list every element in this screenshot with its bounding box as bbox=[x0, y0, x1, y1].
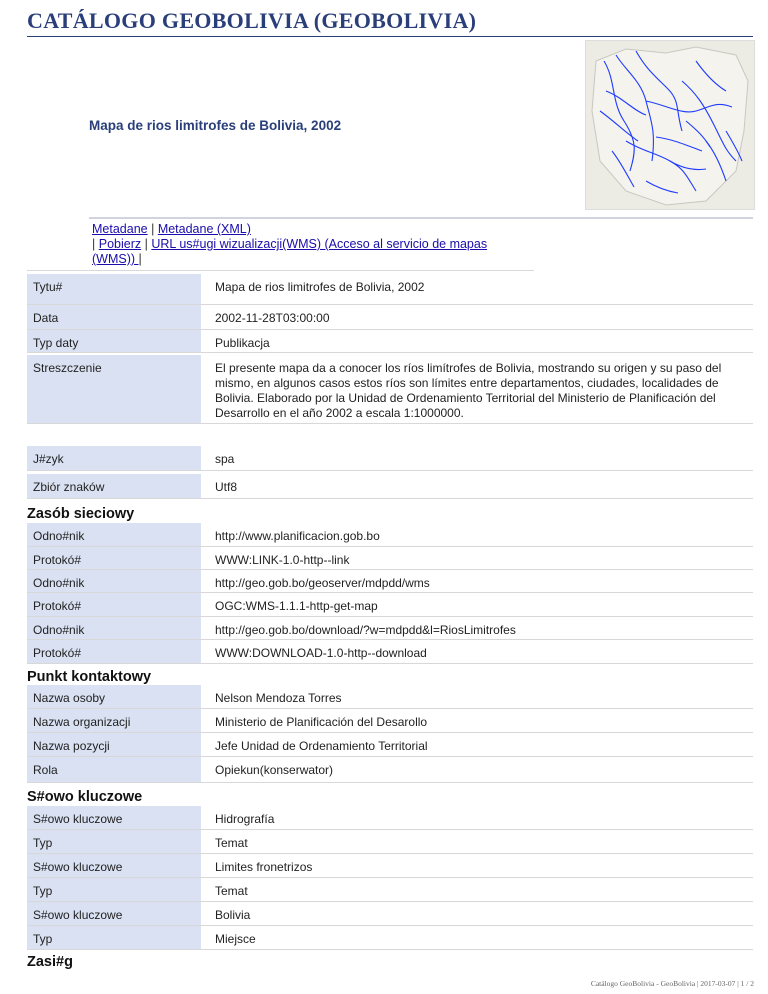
page-footer: Catálogo GeoBolivia - GeoBolivia | 2017-03-07 | 1 / 2 bbox=[590, 979, 754, 988]
keyword-row bbox=[27, 878, 753, 902]
section-keywords-heading: S#owo kluczowe bbox=[27, 789, 143, 805]
wms-link[interactable]: URL us#ugi wizualizacji(WMS) (Acceso al servicio de mapas (WMS)) bbox=[92, 237, 488, 266]
section-extent-heading: Zasi#g bbox=[27, 954, 73, 970]
link-separator: | bbox=[147, 222, 158, 236]
field-value: 2002-11-28T03:00:00 bbox=[215, 311, 330, 325]
link-separator: | bbox=[138, 252, 142, 266]
field-label: Nazwa osoby bbox=[27, 685, 201, 708]
info-row-language bbox=[27, 446, 753, 471]
link-separator: | bbox=[141, 237, 152, 251]
field-value: Nelson Mendoza Torres bbox=[215, 691, 342, 705]
field-value: WWW:LINK-1.0-http--link bbox=[215, 553, 350, 567]
network-row bbox=[27, 570, 753, 593]
field-value: Temat bbox=[215, 884, 248, 898]
field-value: OGC:WMS-1.1.1-http-get-map bbox=[215, 599, 378, 613]
field-value: Limites fronetrizos bbox=[215, 860, 313, 874]
contact-row bbox=[27, 685, 753, 709]
field-value: http://www.planificacion.gob.bo bbox=[215, 529, 380, 543]
contact-row bbox=[27, 733, 753, 757]
field-label: Rola bbox=[27, 757, 201, 782]
field-label: Typ bbox=[27, 878, 201, 901]
field-value: Miejsce bbox=[215, 932, 256, 946]
field-value: Publikacja bbox=[215, 336, 270, 350]
record-links bbox=[92, 222, 532, 267]
field-label: Streszczenie bbox=[27, 355, 201, 423]
field-label: J#zyk bbox=[27, 446, 201, 470]
field-label: S#owo kluczowe bbox=[27, 806, 201, 829]
field-value: Mapa de rios limitrofes de Bolivia, 2002 bbox=[215, 280, 425, 294]
keyword-row bbox=[27, 854, 753, 878]
field-label: Nazwa pozycji bbox=[27, 733, 201, 756]
section-network-heading: Zasób sieciowy bbox=[27, 506, 135, 522]
field-label: Odno#nik bbox=[27, 617, 201, 639]
field-label: Odno#nik bbox=[27, 523, 201, 546]
field-value: Hidrografía bbox=[215, 812, 275, 826]
field-label: Data bbox=[27, 305, 201, 329]
keyword-row bbox=[27, 902, 753, 926]
download-link[interactable]: Pobierz bbox=[98, 237, 142, 251]
field-label: Typ daty bbox=[27, 330, 201, 352]
field-value: spa bbox=[215, 452, 235, 466]
field-label: Protokó# bbox=[27, 547, 201, 569]
info-row-title bbox=[27, 274, 753, 305]
network-row bbox=[27, 640, 753, 664]
field-value: Temat bbox=[215, 836, 248, 850]
rivers-map-icon bbox=[586, 41, 754, 209]
contact-row bbox=[27, 709, 753, 733]
field-label: Typ bbox=[27, 830, 201, 853]
links-bottom-divider bbox=[27, 270, 534, 271]
network-row bbox=[27, 617, 753, 640]
field-label: Nazwa organizacji bbox=[27, 709, 201, 732]
field-value: Opiekun(konserwator) bbox=[215, 763, 334, 777]
section-contact-heading: Punkt kontaktowy bbox=[27, 669, 152, 685]
title-divider bbox=[27, 36, 753, 37]
field-label: Protokó# bbox=[27, 640, 201, 663]
field-label: Zbiór znaków bbox=[27, 474, 201, 498]
metadata-link[interactable]: Metadane bbox=[92, 222, 148, 236]
network-row bbox=[27, 547, 753, 570]
field-label: Typ bbox=[27, 926, 201, 949]
field-value: El presente mapa da a conocer los ríos limítrofes de Bolivia, mostrando su origen y su paso del mismo, en algunos casos estos ríos son límites entre departamentos, ciudades, localidades de Bolivia. Elaborado por la Unidad de Ordenamiento Territorial del Ministerio de Planificación del Desarrollo en el año 2002 a escala 1:1000000. bbox=[215, 361, 722, 420]
field-value: http://geo.gob.bo/download/?w=mdpdd&l=RiosLimitrofes bbox=[215, 623, 516, 637]
keyword-row bbox=[27, 806, 753, 830]
links-divider bbox=[89, 217, 753, 219]
field-value: Bolivia bbox=[215, 908, 251, 922]
keyword-row bbox=[27, 830, 753, 854]
network-row bbox=[27, 523, 753, 547]
field-label: Tytu# bbox=[27, 274, 201, 304]
field-value: Ministerio de Planificación del Desarollo bbox=[215, 715, 428, 729]
link-separator: | bbox=[92, 237, 99, 251]
network-row bbox=[27, 593, 753, 617]
info-row-date-type bbox=[27, 330, 753, 353]
field-value: Utf8 bbox=[215, 480, 238, 494]
keyword-row bbox=[27, 926, 753, 950]
info-row-charset bbox=[27, 474, 753, 499]
field-value: WWW:DOWNLOAD-1.0-http--download bbox=[215, 646, 427, 660]
field-label: S#owo kluczowe bbox=[27, 902, 201, 925]
map-thumbnail bbox=[585, 40, 755, 210]
record-title: Mapa de rios limitrofes de Bolivia, 2002 bbox=[89, 118, 342, 133]
field-label: Odno#nik bbox=[27, 570, 201, 592]
info-row-abstract bbox=[27, 355, 753, 424]
page-title: CATÁLOGO GEOBOLIVIA (GEOBOLIVIA) bbox=[27, 8, 477, 33]
field-label: S#owo kluczowe bbox=[27, 854, 201, 877]
field-label: Protokó# bbox=[27, 593, 201, 616]
contact-row bbox=[27, 757, 753, 783]
info-row-date bbox=[27, 305, 753, 330]
field-value: Jefe Unidad de Ordenamiento Territorial bbox=[215, 739, 428, 753]
metadata-xml-link[interactable]: Metadane (XML) bbox=[157, 222, 251, 236]
field-value: http://geo.gob.bo/geoserver/mdpdd/wms bbox=[215, 576, 430, 590]
